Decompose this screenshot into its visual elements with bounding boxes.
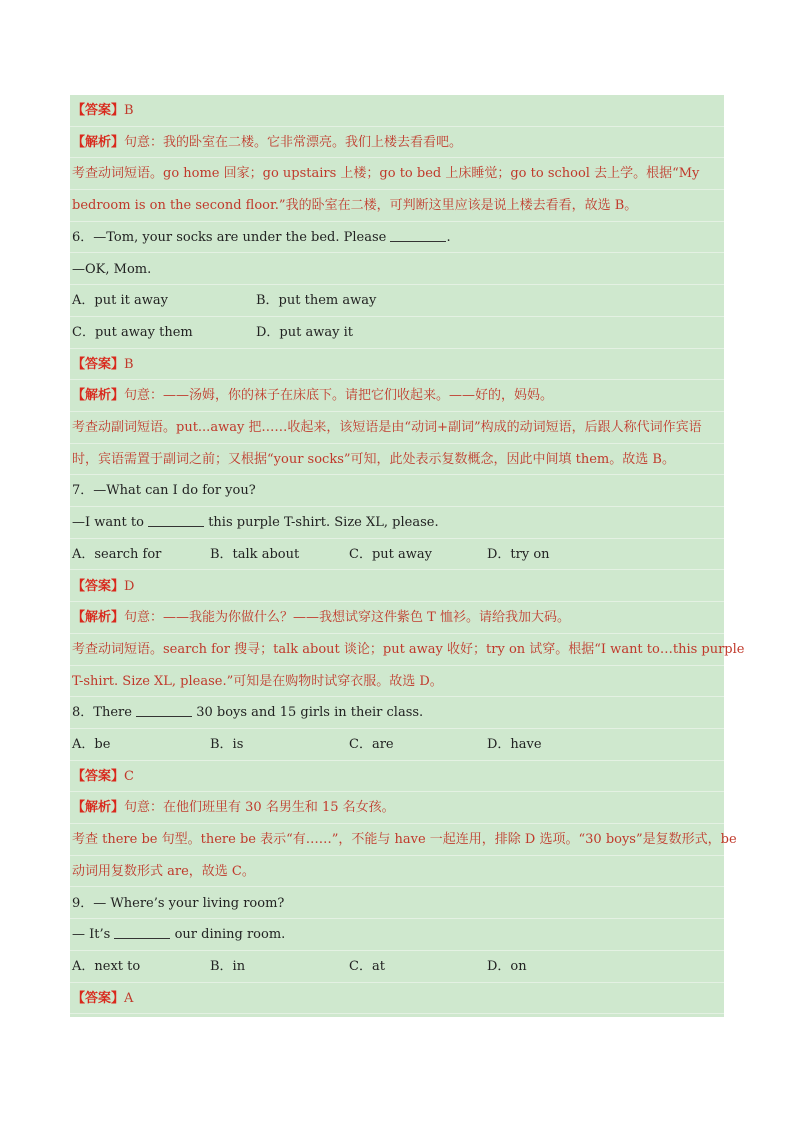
line-analysis-text bbox=[70, 634, 745, 666]
answer-label: 【答案】 bbox=[72, 768, 125, 784]
line-question bbox=[70, 507, 724, 539]
analysis-text: bedroom is on the second floor.”我的卧室在二楼，可判断这里应该是说上楼去看看，故选 B。 bbox=[72, 198, 638, 214]
option-0: C．put away them bbox=[72, 324, 193, 340]
line-plain bbox=[70, 888, 724, 920]
answer-label: 【答案】 bbox=[72, 990, 125, 1006]
answer-label: 【答案】 bbox=[72, 578, 125, 594]
line-options bbox=[70, 951, 724, 983]
line-question bbox=[70, 222, 724, 254]
option-0: A．search for bbox=[72, 546, 162, 562]
answer-value: C bbox=[124, 768, 134, 784]
question-text: 8．There bbox=[72, 705, 137, 721]
option-0: A．next to bbox=[72, 958, 141, 974]
analysis-label: 【解析】 bbox=[72, 134, 125, 150]
line-plain bbox=[70, 475, 724, 507]
answer-document bbox=[70, 95, 745, 1017]
analysis-text: 时，宾语需置于副词之前；又根据“your socks”可知，此处表示复数概念，因此中间填 them。故选 B。 bbox=[72, 451, 675, 467]
option-1: B．talk about bbox=[210, 546, 300, 562]
line-question bbox=[70, 919, 724, 951]
option-3: D．try on bbox=[487, 546, 550, 562]
line-analysis bbox=[70, 380, 724, 412]
answer-value: D bbox=[124, 578, 135, 594]
analysis-text: 考查动词短语。search for 搜寻；talk about 谈论；put away 收好；try on 试穿。根据“I want to…this purple bbox=[72, 641, 745, 657]
option-2: C．at bbox=[349, 958, 385, 974]
line-options bbox=[70, 317, 724, 349]
option-1: B．is bbox=[210, 737, 244, 752]
answer-value: B bbox=[124, 103, 134, 118]
line-answer bbox=[70, 571, 724, 603]
question-text: 30 boys and 15 girls in their class. bbox=[192, 705, 424, 721]
line-answer bbox=[70, 349, 724, 381]
answer-label: 【答案】 bbox=[72, 356, 125, 372]
option-1: B．in bbox=[210, 958, 246, 974]
analysis-text: 动词用复数形式 are，故选 C。 bbox=[72, 863, 255, 879]
answer-label: 【答案】 bbox=[72, 103, 125, 118]
line-analysis-text bbox=[70, 158, 724, 190]
line-question bbox=[70, 697, 724, 729]
option-1: B．put them away bbox=[256, 293, 377, 309]
line-analysis-text bbox=[70, 824, 737, 856]
line-plain bbox=[70, 254, 724, 286]
analysis-label: 【解析】 bbox=[72, 388, 125, 404]
option-3: D．have bbox=[487, 737, 542, 752]
question-text: 6．—Tom, your socks are under the bed. Please bbox=[72, 229, 391, 245]
question-text: this purple T-shirt. Size XL, please. bbox=[204, 515, 439, 531]
option-2: C．are bbox=[349, 737, 394, 752]
line-analysis-text bbox=[70, 190, 724, 222]
line-analysis-text bbox=[70, 856, 724, 888]
question-text: our dining room. bbox=[170, 927, 286, 943]
answer-blank bbox=[114, 937, 170, 939]
line-options bbox=[70, 285, 724, 317]
answer-blank bbox=[148, 525, 204, 527]
analysis-text: 句意：我的卧室在二楼。它非常漂亮。我们上楼去看看吧。 bbox=[124, 134, 463, 150]
answer-blank bbox=[390, 240, 446, 242]
analysis-text: 句意：——汤姆，你的袜子在床底下。请把它们收起来。——好的，妈妈。 bbox=[124, 388, 554, 404]
analysis-text: 考查 there be 句型。there be 表示“有……”，不能与 have 一起连用，排除 D 选项。“30 boys”是复数形式，be bbox=[72, 832, 737, 848]
question-text: —OK, Mom. bbox=[72, 261, 152, 277]
line-analysis bbox=[70, 792, 724, 824]
answer-value: A bbox=[124, 990, 134, 1006]
analysis-text: T-shirt. Size XL, please.”可知是在购物时试穿衣服。故选 D。 bbox=[72, 673, 443, 689]
line-analysis bbox=[70, 127, 724, 159]
line-analysis-text bbox=[70, 666, 724, 698]
line-answer bbox=[70, 95, 724, 127]
question-text: —I want to bbox=[72, 515, 149, 531]
line-analysis bbox=[70, 602, 724, 634]
line-options bbox=[70, 539, 724, 571]
option-0: A．be bbox=[72, 737, 111, 752]
option-3: D．on bbox=[487, 958, 527, 974]
analysis-text: 句意：——我能为你做什么？——我想试穿这件紫色 T 恤衫。请给我加大码。 bbox=[124, 610, 570, 626]
answer-value: B bbox=[124, 356, 134, 372]
option-1: D．put away it bbox=[256, 324, 353, 340]
analysis-text: 句意：在他们班里有 30 名男生和 15 名女孩。 bbox=[124, 800, 395, 816]
analysis-text: 考查动词短语。go home 回家；go upstairs 上楼；go to bed 上床睡觉；go to school 去上学。根据“My bbox=[72, 166, 700, 182]
line-analysis-text bbox=[70, 444, 724, 476]
option-0: A．put it away bbox=[72, 293, 168, 309]
answer-blank bbox=[136, 715, 192, 717]
analysis-label: 【解析】 bbox=[72, 610, 125, 626]
line-options bbox=[70, 729, 724, 761]
line-analysis-text bbox=[70, 412, 724, 444]
question-text: — It’s bbox=[72, 927, 115, 943]
line-answer bbox=[70, 761, 724, 793]
question-text: 7．—What can I do for you? bbox=[72, 483, 256, 499]
line-answer bbox=[70, 983, 724, 1015]
analysis-label: 【解析】 bbox=[72, 800, 125, 816]
option-2: C．put away bbox=[349, 546, 432, 562]
question-text: . bbox=[446, 229, 451, 245]
question-text: 9．— Where’s your living room? bbox=[72, 895, 285, 911]
analysis-text: 考查动副词短语。put...away 把……收起来，该短语是由“动词+副词”构成的动词短语，后跟人称代词作宾语 bbox=[72, 420, 702, 435]
